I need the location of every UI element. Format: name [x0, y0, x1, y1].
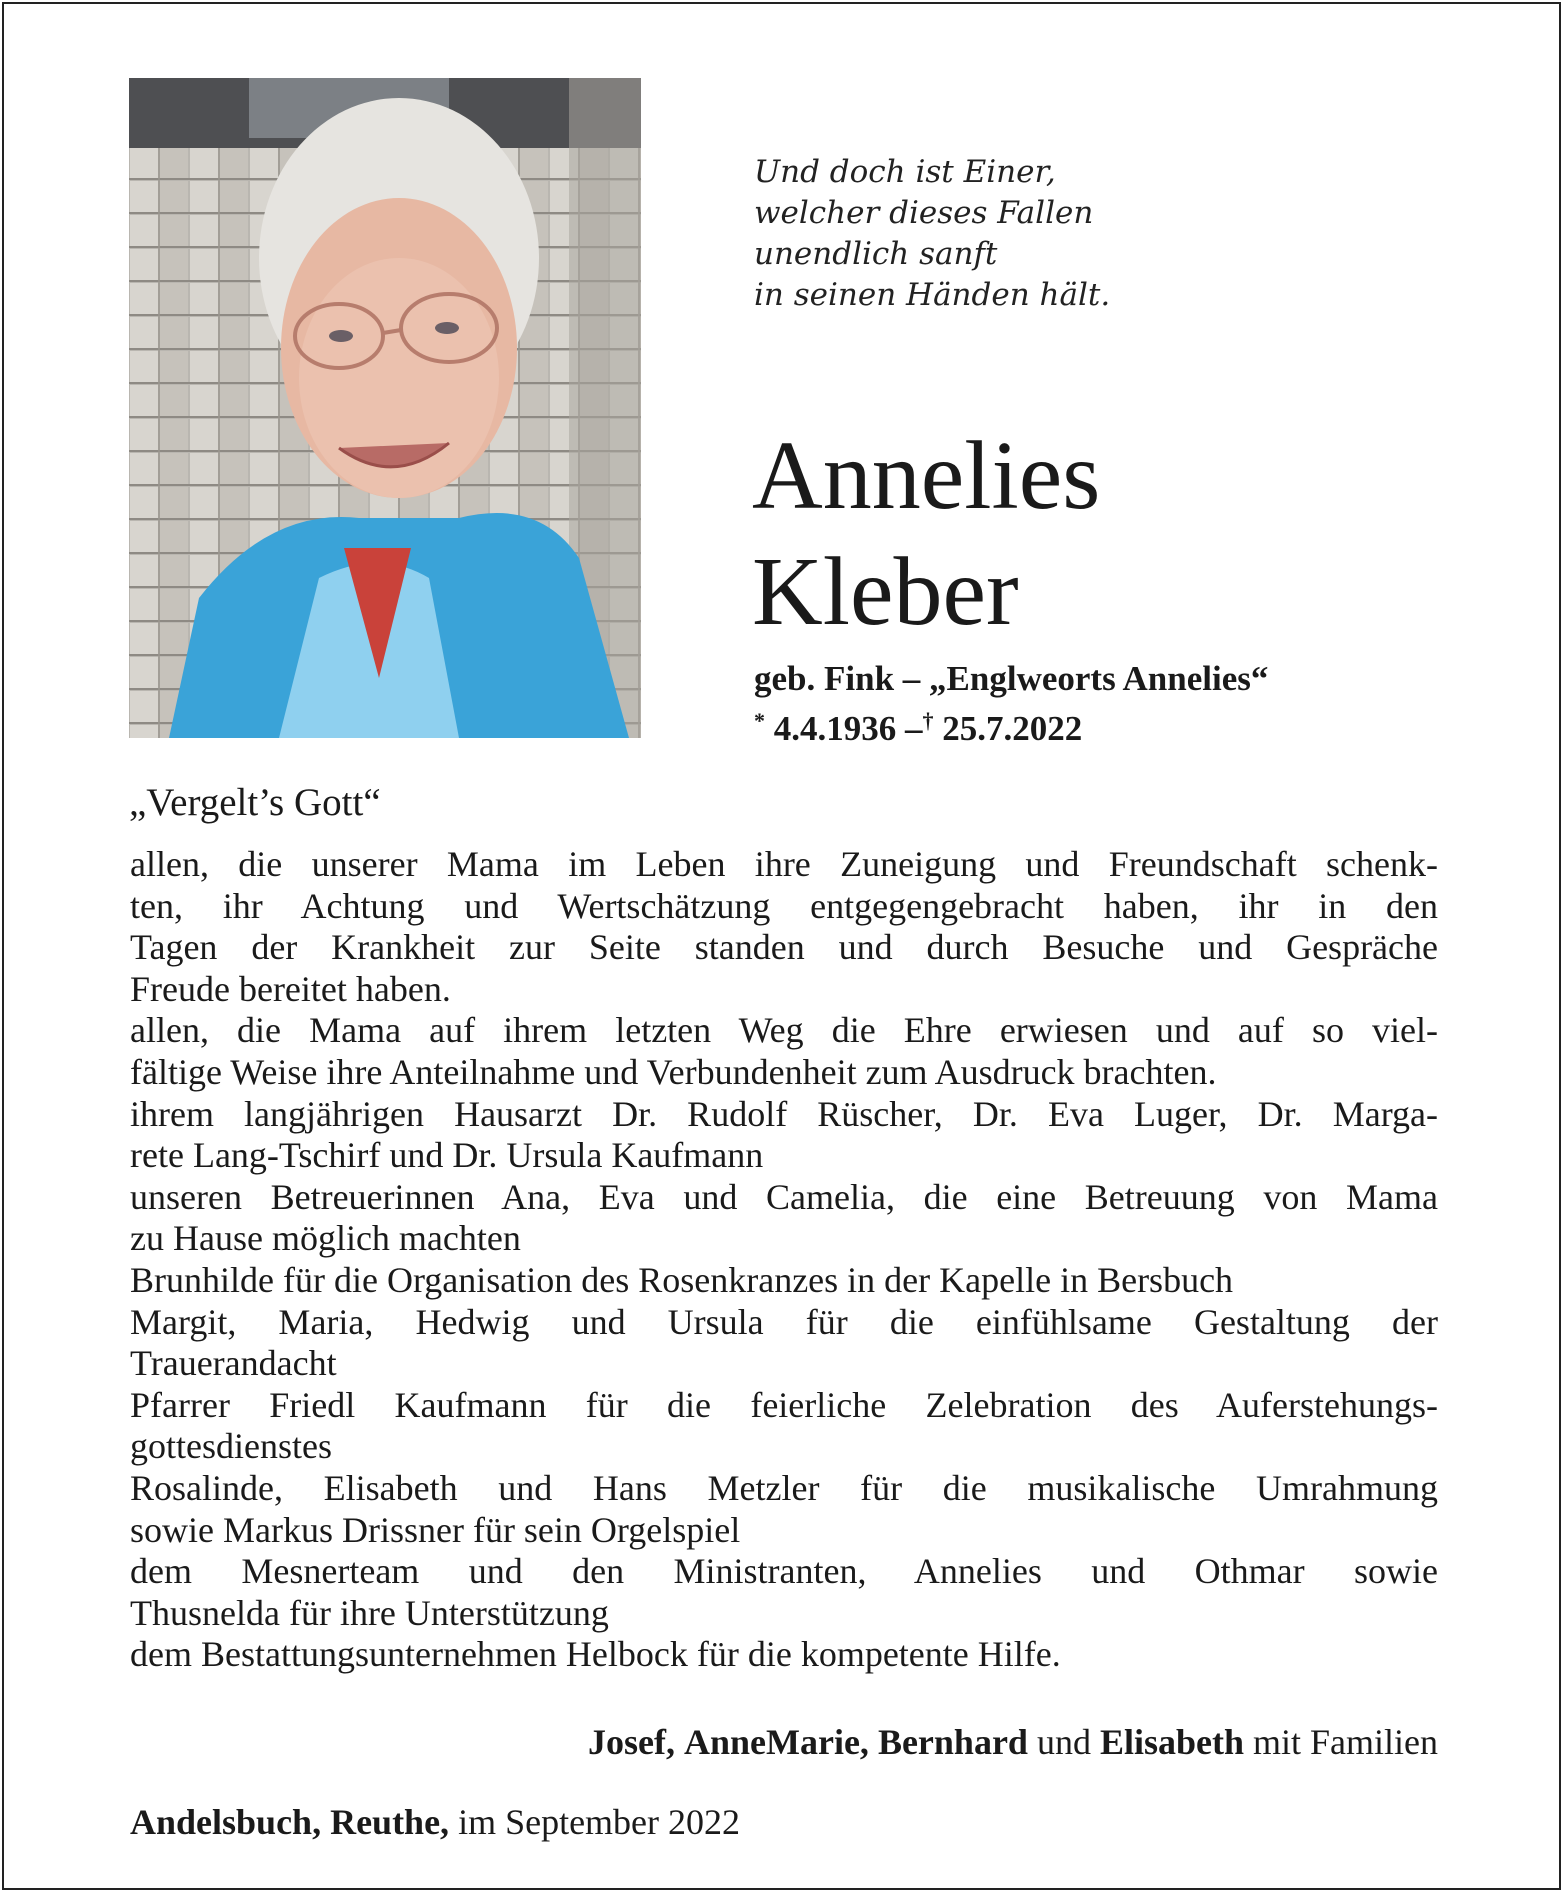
body-line: Freude bereitet haben.	[130, 968, 451, 1009]
died-date: 25.7.2022	[942, 709, 1083, 748]
signer-name: AnneMarie,	[683, 1722, 869, 1762]
dash: –	[905, 709, 923, 748]
body-line: Pfarrer Friedl Kaufmann für die feierliche Zelebration des Auferstehungs-	[130, 1384, 1438, 1425]
deceased-name	[752, 418, 1452, 650]
body-line: ihrem langjährigen Hausarzt Dr. Rudolf Rüscher, Dr. Eva Luger, Dr. Marga-	[130, 1093, 1438, 1134]
body-line: rete Lang-Tschirf und Dr. Ursula Kaufmann	[130, 1135, 764, 1176]
life-dates-line	[754, 700, 1494, 750]
body-line: dem Bestattungsunternehmen Helbock für die kompetente Hilfe.	[130, 1634, 1061, 1675]
body-line: fältige Weise ihre Anteilnahme und Verbundenheit zum Ausdruck brachten.	[130, 1051, 1217, 1092]
birth-name: geb. Fink	[754, 659, 895, 698]
thanks-body	[130, 844, 1438, 1676]
body-line: allen, die unserer Mama im Leben ihre Zuneigung und Freundschaft schenk-	[130, 844, 1438, 884]
family-signoff	[130, 1720, 1438, 1764]
body-line: Thusnelda für ihre Unterstützung	[130, 1592, 609, 1633]
body-line: dem Mesnerteam und den Ministranten, Annelies und Othmar sowie	[130, 1551, 1438, 1592]
portrait-illustration	[129, 78, 641, 738]
body-line: Margit, Maria, Hedwig und Ursula für die einfühlsame Gestaltung der	[130, 1301, 1438, 1342]
quote-line: Und doch ist Einer,	[754, 154, 1056, 190]
born-symbol: *	[754, 708, 765, 733]
first-name: Annelies	[752, 422, 1101, 530]
body-line: ten, ihr Achtung und Wertschätzung entgegengebracht haben, ihr in den	[130, 885, 1438, 926]
portrait-photo	[129, 78, 641, 738]
quote-line: unendlich sanft	[754, 236, 998, 272]
place-towns: Andelsbuch, Reuthe,	[130, 1802, 450, 1842]
body-line: Tagen der Krankheit zur Seite standen und durch Besuche und Gespräche	[130, 927, 1438, 968]
body-line: allen, die Mama auf ihrem letzten Weg die Ehre erwiesen und auf so viel-	[130, 1010, 1438, 1051]
body-line: unseren Betreuerinnen Ana, Eva und Camelia, die eine Betreuung von Mama	[130, 1176, 1438, 1217]
signer-name: Josef,	[587, 1722, 675, 1762]
body-line: Rosalinde, Elisabeth und Hans Metzler für die musikalische Umrahmung	[130, 1467, 1438, 1508]
body-line: sowie Markus Drissner für sein Orgelspiel	[130, 1509, 741, 1550]
signer-name: Elisabeth	[1099, 1722, 1244, 1762]
body-line: zu Hause möglich machten	[130, 1218, 521, 1259]
nickname: „Englweorts Annelies“	[929, 659, 1269, 698]
signoff-connector: und	[1036, 1722, 1091, 1762]
signer-name: Bernhard	[877, 1722, 1028, 1762]
signoff-suffix: mit Familien	[1253, 1722, 1438, 1762]
memorial-quote	[754, 152, 1314, 316]
last-name: Kleber	[752, 538, 1019, 646]
thanks-heading: „Vergelt’s Gott“	[129, 781, 381, 824]
place-date	[130, 1800, 740, 1844]
quote-line: welcher dieses Fallen	[754, 195, 1094, 231]
quote-line: in seinen Händen hält.	[754, 277, 1111, 313]
deceased-details	[754, 658, 1494, 750]
place-date-text: im September 2022	[458, 1802, 741, 1842]
died-symbol: †	[922, 708, 934, 733]
body-line: Trauerandacht	[130, 1343, 337, 1384]
dash: –	[902, 659, 921, 698]
birth-name-line	[754, 658, 1494, 700]
born-date: 4.4.1936	[773, 709, 897, 748]
body-line: gottesdienstes	[130, 1426, 332, 1467]
body-line: Brunhilde für die Organisation des Rosenkranzes in der Kapelle in Bersbuch	[130, 1259, 1234, 1300]
